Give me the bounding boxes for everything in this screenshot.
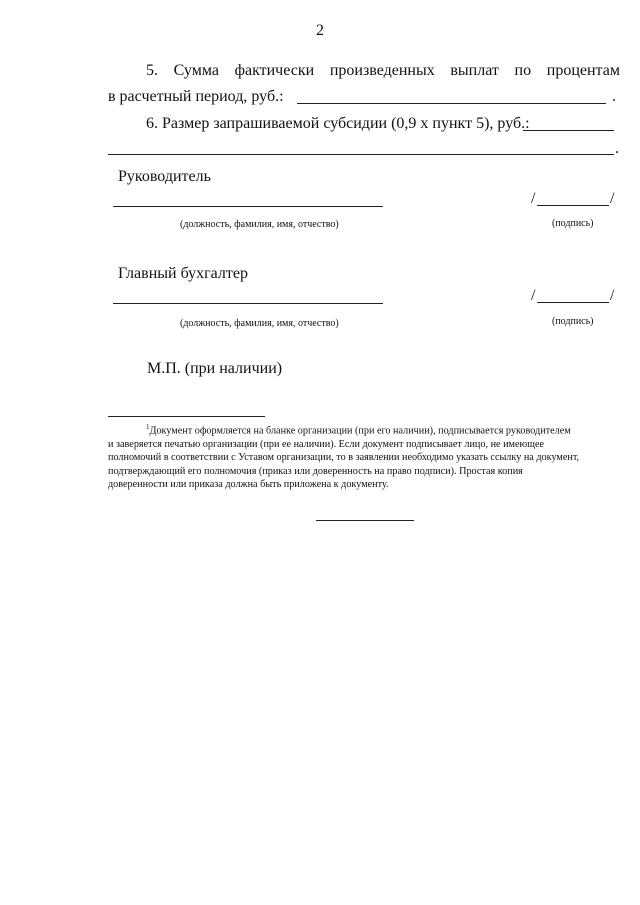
footnote-mark: 1: [146, 423, 150, 431]
item-5-number: 5.: [146, 62, 158, 79]
accountant-name-line: [113, 303, 383, 304]
page-number: 2: [316, 22, 324, 39]
item-5-word-5: по: [514, 62, 532, 79]
item-5-fill-line: [297, 103, 606, 104]
item-5-word-4: выплат: [450, 62, 499, 79]
item-6-fill-line-1: [523, 130, 614, 131]
item-5-end-dot: .: [612, 88, 616, 105]
footnote-line-5: доверенности или приказа должна быть приложена к документу.: [108, 479, 389, 491]
closing-line: [316, 520, 414, 521]
head-signature-caption: (подпись): [552, 218, 594, 229]
head-label: Руководитель: [118, 168, 211, 185]
item-6-text: 6. Размер запрашиваемой субсидии (0,9 х пункт 5), руб.:: [146, 115, 530, 132]
item-5-word-1: Сумма: [173, 62, 219, 79]
item-5-line-2: в расчетный период, руб.:: [108, 88, 284, 105]
accountant-signature-slash-left: /: [531, 287, 536, 304]
footnote-line-2: и заверяется печатью организации (при ее наличии). Если документ подписывает лицо, не имеющее: [108, 438, 545, 450]
item-5-word-3: произведенных: [329, 62, 435, 79]
head-name-caption: (должность, фамилия, имя, отчество): [180, 219, 339, 230]
accountant-signature-slash-right: /: [610, 287, 615, 304]
footnote-line-1: [108, 421, 620, 438]
footnote-line-3: полномочий в соответствии с Уставом организации, то в заявлении необходимо указать ссылку на документ,: [108, 452, 580, 464]
head-signature-line: [537, 205, 609, 206]
head-signature-slash-left: /: [531, 190, 536, 207]
item-6-end-dot: .: [615, 140, 619, 157]
footnote-line-4: подтверждающий его полномочия (приказ или доверенность на право подписи). Простая копия: [108, 465, 523, 477]
item-6-fill-line-2: [108, 154, 614, 155]
item-5-word-6: процентам: [546, 62, 620, 79]
footnote-separator: [108, 416, 265, 417]
stamp-label: М.П. (при наличии): [147, 360, 283, 377]
accountant-label: Главный бухгалтер: [118, 265, 248, 282]
head-name-line: [113, 206, 383, 207]
footnote-text-1: $^1$Документ оформляется на бланке организации (при его наличии), подписывается руководителем: [146, 423, 571, 437]
head-signature-slash-right: /: [610, 190, 615, 207]
item-5-word-2: фактически: [234, 62, 315, 79]
item-5-line-1: [146, 62, 620, 80]
accountant-signature-caption: (подпись): [552, 316, 594, 327]
accountant-name-caption: (должность, фамилия, имя, отчество): [180, 318, 339, 329]
footnote: [108, 421, 620, 492]
accountant-signature-line: [537, 302, 609, 303]
